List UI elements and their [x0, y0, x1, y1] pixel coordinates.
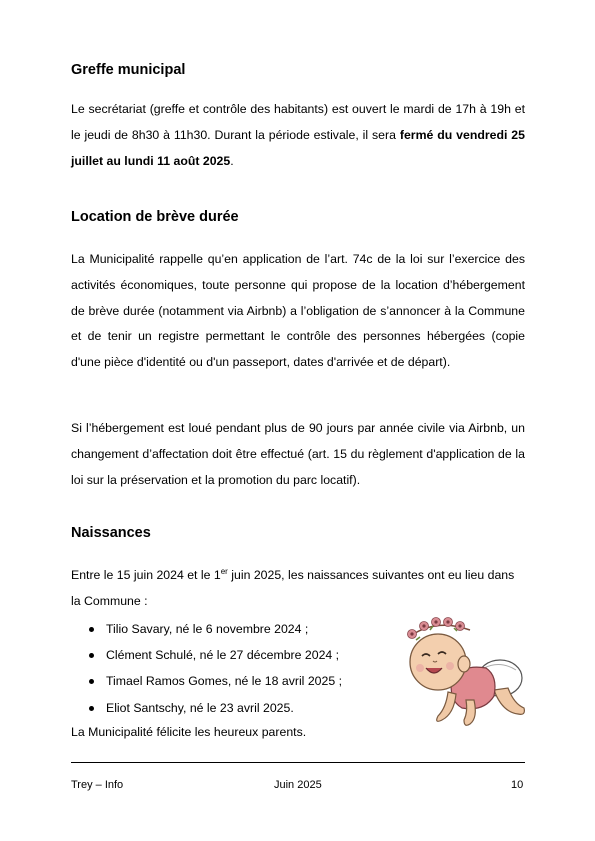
bullet-icon: [89, 653, 94, 658]
bullet-icon: [89, 706, 94, 711]
bullet-icon: [89, 679, 94, 684]
greffe-text-end: .: [230, 153, 234, 168]
greffe-text: Le secrétariat (greffe et contrôle des habitants) est ouvert le mardi de 17h à 19h et le jeudi de 8h30 à 11h30. Durant la période estivale, il sera: [71, 102, 525, 142]
birth-entry: Eliot Santschy, né le 23 avril 2025.: [106, 700, 294, 715]
location-paragraph-2: Si l’hébergement est loué pendant plus de 90 jours par année civile via Airbnb, un changement d’affectation doit être effectué (art. 15 du règlement d'application de la loi sur la préservation et la promotion du parc locatif).: [71, 421, 525, 487]
crawling-baby-illustration: [402, 616, 530, 734]
birth-entry: Timael Ramos Gomes, né le 18 avril 2025 ;: [106, 674, 343, 689]
list-item: [71, 695, 391, 721]
greffe-closure-dates: fermé du vendredi 25 juillet au lundi 11 août 2025: [71, 127, 525, 168]
footer-left: Trey – Info: [71, 779, 124, 791]
intro-superscript: er: [220, 566, 228, 576]
birth-entry: Clément Schulé, né le 27 décembre 2024 ;: [106, 648, 340, 663]
births-list: [71, 616, 391, 721]
naissances-closing: La Municipalité félicite les heureux parents.: [71, 725, 307, 739]
section-heading-naissances: Naissances: [71, 525, 151, 541]
list-item: [71, 642, 391, 668]
location-paragraph-1: La Municipalité rappelle qu’en application de l’art. 74c de la loi sur l’exercice des activités économiques, toute personne qui propose de la location d’hébergement de brève durée (notamment via Airbnb) a l’obligation de s’annoncer à la Commune et de tenir un registre permettant le contrôle des personnes hébergées (copie d'une pièce d'identité ou d'un passeport, dates d'arrivée et de départ).: [71, 252, 525, 370]
footer-divider: [71, 762, 525, 763]
list-item: [71, 668, 391, 694]
section-heading-location: Location de brève durée: [71, 209, 239, 225]
intro-text-2: juin 2025, les naissances suivantes ont eu lieu dans la Commune :: [71, 568, 515, 608]
footer-page-number: 10: [511, 779, 524, 791]
birth-entry: Tilio Savary, né le 6 novembre 2024 ;: [106, 622, 309, 636]
naissances-intro: [71, 563, 525, 615]
list-item: [71, 616, 391, 642]
footer-center: Juin 2025: [274, 779, 322, 791]
section-heading-greffe: Greffe municipal: [71, 62, 186, 78]
bullet-icon: [89, 627, 94, 632]
greffe-paragraph: [71, 97, 525, 174]
intro-text-1: Entre le 15 juin 2024 et le 1: [71, 568, 221, 582]
